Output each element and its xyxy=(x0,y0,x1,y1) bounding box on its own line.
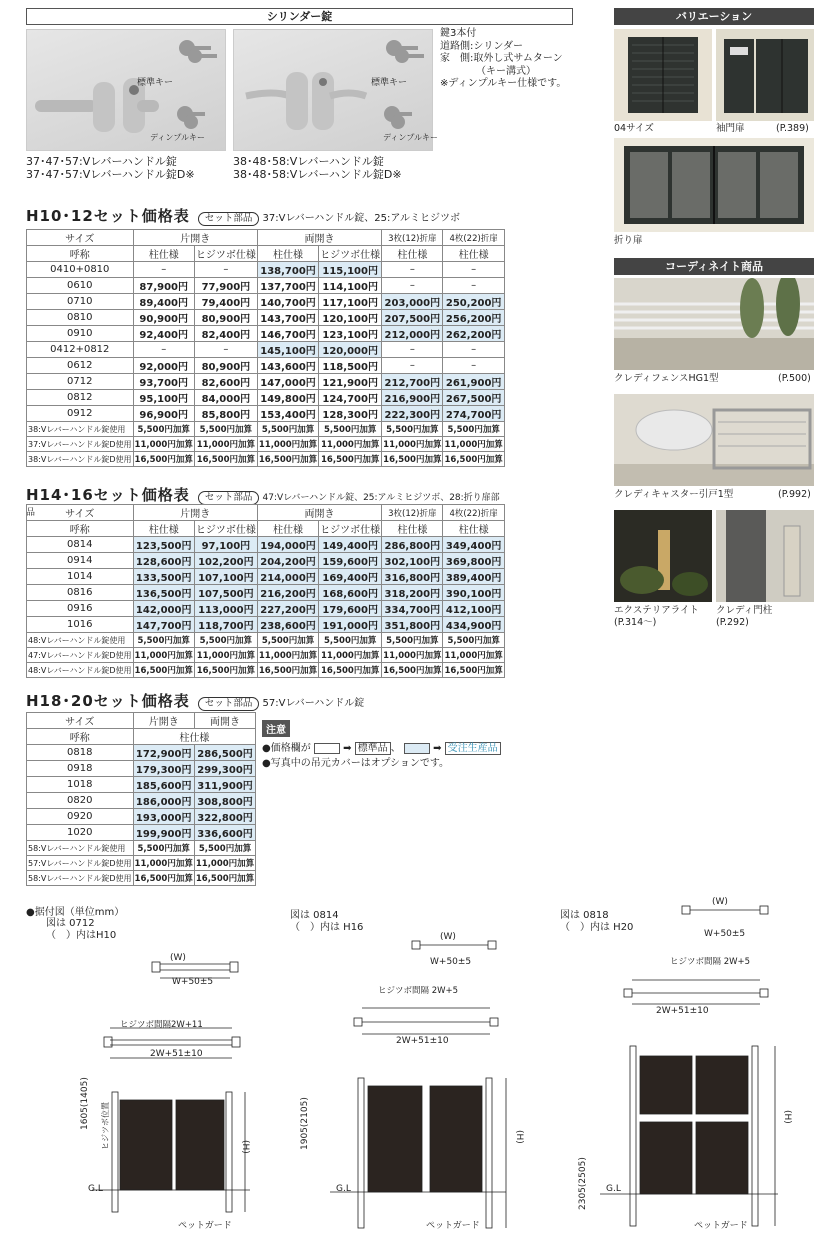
size-cell: 0412+0812 xyxy=(27,342,134,358)
price-cell: 82,400円 xyxy=(194,326,257,342)
price-cell: 261,900円 xyxy=(443,374,504,390)
size-cell: 0910 xyxy=(27,326,134,342)
price-cell: 124,700円 xyxy=(319,390,382,406)
d1-height-label: 1605(1405) xyxy=(80,1077,90,1130)
price-cell: 207,500円 xyxy=(382,310,443,326)
option-label: 37:Vレバーハンドル錠D使用 xyxy=(27,437,134,452)
price-cell: 159,600円 xyxy=(319,553,382,569)
option-price: 11,000円加算 xyxy=(257,648,318,663)
size-cell: 0920 xyxy=(27,809,134,825)
option-price: 16,500円加算 xyxy=(194,663,257,678)
size-cell: 0918 xyxy=(27,761,134,777)
price-cell: 128,600円 xyxy=(133,553,194,569)
d1-hinge-label: ヒジツボ間隔2W+11 xyxy=(120,1020,203,1030)
price-cell: 286,800円 xyxy=(382,537,443,553)
size-cell: 0410+0810 xyxy=(27,262,134,278)
d2-hinge-label: ヒジツボ間隔 2W+5 xyxy=(378,986,459,996)
price-cell: 140,700円 xyxy=(257,294,318,310)
price-cell: 334,700円 xyxy=(382,601,443,617)
price-cell: 185,600円 xyxy=(133,777,194,793)
price-cell: 87,900円 xyxy=(133,278,194,294)
price-cell: 142,000円 xyxy=(133,601,194,617)
price-cell: 128,300円 xyxy=(319,406,382,422)
price-cell: 107,100円 xyxy=(194,569,257,585)
option-price: 5,500円加算 xyxy=(382,422,443,437)
price-cell: – xyxy=(382,278,443,294)
price-cell: 149,800円 xyxy=(257,390,318,406)
price-cell: 322,800円 xyxy=(194,809,255,825)
price-cell: 299,300円 xyxy=(194,761,255,777)
option-price: 11,000円加算 xyxy=(194,856,255,871)
caption-post: クレディ門柱 (P.292) xyxy=(716,605,773,628)
price-cell: – xyxy=(133,262,194,278)
d3-gl: G.L xyxy=(606,1184,621,1194)
d2-w51-label: 2W+51±10 xyxy=(396,1036,449,1046)
option-price: 11,000円加算 xyxy=(443,648,504,663)
h18-parts-badge: セット部品 xyxy=(198,697,260,711)
h14-parts-badge: セット部品 xyxy=(198,491,260,505)
price-cell: 191,000円 xyxy=(319,617,382,633)
size-cell: 0816 xyxy=(27,585,134,601)
caption-sode: 袖門扉 xyxy=(716,123,745,134)
price-cell: 250,200円 xyxy=(443,294,504,310)
price-cell: – xyxy=(194,342,257,358)
size-cell: 0810 xyxy=(27,310,134,326)
price-cell: 92,400円 xyxy=(133,326,194,342)
d3-hinge-label: ヒジツボ間隔 2W+5 xyxy=(670,957,751,967)
size-cell: 1020 xyxy=(27,825,134,841)
price-cell: 79,400円 xyxy=(194,294,257,310)
price-cell: – xyxy=(382,342,443,358)
option-price: 16,500円加算 xyxy=(133,452,194,467)
caption-04-size: 04サイズ xyxy=(614,123,654,134)
price-cell: 267,500円 xyxy=(443,390,504,406)
price-cell: 82,600円 xyxy=(194,374,257,390)
price-cell: 204,200円 xyxy=(257,553,318,569)
size-cell: 1016 xyxy=(27,617,134,633)
d2-gl: G.L xyxy=(336,1184,351,1194)
d3-w50-label: W+50±5 xyxy=(704,929,746,939)
h10-title: H10･12セット価格表 xyxy=(26,207,190,225)
option-price: 11,000円加算 xyxy=(133,437,194,452)
option-price: 11,000円加算 xyxy=(382,437,443,452)
price-cell: 369,800円 xyxy=(443,553,504,569)
option-price: 5,500円加算 xyxy=(133,633,194,648)
price-cell: 351,800円 xyxy=(382,617,443,633)
d1-h: (H) xyxy=(240,1140,250,1154)
option-label: 48:Vレバーハンドル錠D使用 xyxy=(27,663,134,678)
price-cell: 115,100円 xyxy=(319,262,382,278)
standard-label: 標準品 xyxy=(355,742,391,755)
price-cell: 390,100円 xyxy=(443,585,504,601)
d1-w50-label: W+50±5 xyxy=(172,977,214,987)
h18-title: H18･20セット価格表 xyxy=(26,692,190,710)
price-cell: 302,100円 xyxy=(382,553,443,569)
d2-w50-label: W+50±5 xyxy=(430,957,472,967)
option-price: 16,500円加算 xyxy=(382,663,443,678)
price-cell: 147,000円 xyxy=(257,374,318,390)
size-cell: 0812 xyxy=(27,390,134,406)
variation-header: バリエーション xyxy=(614,8,814,25)
price-cell: 123,500円 xyxy=(133,537,194,553)
price-cell: 80,900円 xyxy=(194,310,257,326)
lock-caption-1: 37･47･57:Vレバーハンドル錠 37･47･57:Vレバーハンドル錠D※ xyxy=(26,155,195,181)
price-cell: 147,700円 xyxy=(133,617,194,633)
price-cell: 77,900円 xyxy=(194,278,257,294)
price-cell: 120,000円 xyxy=(319,342,382,358)
option-price: 16,500円加算 xyxy=(194,871,255,886)
option-label: 58:Vレバーハンドル錠D使用 xyxy=(27,871,134,886)
size-cell: 0612 xyxy=(27,358,134,374)
diagram-3-note: 図は 0818 （ ）内は H20 xyxy=(560,910,634,933)
price-cell: 85,800円 xyxy=(194,406,257,422)
option-price: 16,500円加算 xyxy=(133,871,194,886)
option-price: 5,500円加算 xyxy=(194,422,257,437)
price-cell: 179,600円 xyxy=(319,601,382,617)
d2-h: (H) xyxy=(514,1130,524,1144)
d3-petguard: ペットガード xyxy=(694,1221,748,1231)
option-label: 47:Vレバーハンドル錠D使用 xyxy=(27,648,134,663)
price-cell: 102,200円 xyxy=(194,553,257,569)
option-price: 5,500円加算 xyxy=(443,633,504,648)
option-price: 16,500円加算 xyxy=(257,663,318,678)
option-label: 58:Vレバーハンドル錠使用 xyxy=(27,841,134,856)
price-cell: 136,500円 xyxy=(133,585,194,601)
standard-key-label-2: 標準キー xyxy=(371,78,408,88)
d3-h: (H) xyxy=(782,1110,792,1124)
option-price: 5,500円加算 xyxy=(319,422,382,437)
price-cell: 84,000円 xyxy=(194,390,257,406)
caption-fence: クレディフェンスHG1型 xyxy=(614,373,719,384)
d3-height-label: 2305(2505) xyxy=(578,1157,588,1210)
price-cell: 193,000円 xyxy=(133,809,194,825)
price-cell: – xyxy=(443,278,504,294)
option-price: 11,000円加算 xyxy=(133,856,194,871)
price-cell: 138,700円 xyxy=(257,262,318,278)
price-cell: 93,700円 xyxy=(133,374,194,390)
option-price: 5,500円加算 xyxy=(257,633,318,648)
price-cell: 137,700円 xyxy=(257,278,318,294)
price-cell: 308,800円 xyxy=(194,793,255,809)
option-price: 5,500円加算 xyxy=(194,841,255,856)
notes-line-2: ●写真中の吊元カバーはオプションです。 xyxy=(262,758,450,769)
price-cell: 222,300円 xyxy=(382,406,443,422)
h10-price-table: サイズ 片開き 両開き 3枚(12)折扉 4枚(22)折扉 呼称 柱仕様 ヒジツボ仕様 柱仕様 ヒジツボ仕様 柱仕様 柱仕様 0410+0810 – – 138,700円 115,100円 – – 0610 87,900円 77,900円 137,700円 114,100円 – – 0710 89,400円 79,400円 140,700円 117,100円 203,000円 250,200円 0810 90,900円 80,900円 143,700円 120,100円 207,500円 256,200円 0910 92,400円 82,400円 146,700円 123,100円 212,000円 262,200円 0412+0812 – – 145,100円 120,000円 – – 0612 92,000円 80,900円 143,600円 118,500円 – – 0712 93,700円 82,600円 147,000円 121,900円 212,700円 261,900円 0812 95,100円 84,000円 149,800円 124,700円 216,900円 267,500円 0912 96,900円 85,800円 153,400円 128,300円 222,300円 274,700円 38:Vレバーハンドル錠使用 5,500円加算 5,500円加算 5,500円加算 5,500円加算 5,500円加算 5,500円加算 37:Vレバーハンドル錠D使用 11,000円加算 11,000円加算 11,000円加算 11,000円加算 11,000円加算 11,000円加算 38:Vレバーハンドル錠D使用 16,500円加算 16,500円加算 16,500円加算 16,500円加算 16,500円加算 16,500円加算 xyxy=(26,229,505,467)
option-price: 5,500円加算 xyxy=(382,633,443,648)
price-cell: – xyxy=(443,358,504,374)
price-cell: 117,100円 xyxy=(319,294,382,310)
option-label: 57:Vレバーハンドル錠D使用 xyxy=(27,856,134,871)
price-cell: 212,000円 xyxy=(382,326,443,342)
price-cell: 114,100円 xyxy=(319,278,382,294)
option-price: 5,500円加算 xyxy=(319,633,382,648)
price-cell: 311,900円 xyxy=(194,777,255,793)
size-cell: 1014 xyxy=(27,569,134,585)
option-price: 16,500円加算 xyxy=(443,452,504,467)
price-cell: 153,400円 xyxy=(257,406,318,422)
option-label: 38:Vレバーハンドル錠D使用 xyxy=(27,452,134,467)
price-cell: 118,500円 xyxy=(319,358,382,374)
price-cell: – xyxy=(194,262,257,278)
price-cell: 143,700円 xyxy=(257,310,318,326)
price-cell: 172,900円 xyxy=(133,745,194,761)
size-cell: 0710 xyxy=(27,294,134,310)
cylinder-description: 鍵3本付 道路側:シリンダー 家 側:取外し式サムターン （キー溝式） ※ディンプルキー仕様です。 xyxy=(440,28,567,89)
option-price: 16,500円加算 xyxy=(382,452,443,467)
size-cell: 0818 xyxy=(27,745,134,761)
price-cell: 92,000円 xyxy=(133,358,194,374)
option-label: 38:Vレバーハンドル錠使用 xyxy=(27,422,134,437)
price-cell: 123,100円 xyxy=(319,326,382,342)
price-cell: 149,400円 xyxy=(319,537,382,553)
price-cell: 203,000円 xyxy=(382,294,443,310)
size-cell: 0610 xyxy=(27,278,134,294)
option-price: 16,500円加算 xyxy=(319,663,382,678)
price-cell: 146,700円 xyxy=(257,326,318,342)
price-cell: – xyxy=(382,358,443,374)
price-cell: 256,200円 xyxy=(443,310,504,326)
size-cell: 0712 xyxy=(27,374,134,390)
notes-title: 注意 xyxy=(262,720,290,737)
d1-hinge-pos: ヒジツボ位置 xyxy=(101,1102,110,1150)
option-price: 5,500円加算 xyxy=(443,422,504,437)
price-cell: 274,700円 xyxy=(443,406,504,422)
price-cell: 120,100円 xyxy=(319,310,382,326)
diagram-1-note: 図は 0712 （ ）内はH10 xyxy=(46,918,117,941)
d3-w51-label: 2W+51±10 xyxy=(656,1006,709,1016)
price-cell: – xyxy=(443,342,504,358)
d2-w-label: (W) xyxy=(440,932,456,942)
price-cell: 96,900円 xyxy=(133,406,194,422)
option-price: 16,500円加算 xyxy=(257,452,318,467)
price-cell: 212,700円 xyxy=(382,374,443,390)
size-cell: 1018 xyxy=(27,777,134,793)
h18-parts-desc: 57:Vレバーハンドル錠 xyxy=(262,698,365,709)
price-cell: 169,400円 xyxy=(319,569,382,585)
h14-title: H14･16セット価格表 xyxy=(26,486,190,504)
h14-parts-desc: 47:Vレバーハンドル錠、25:アルミヒジツボ、28:折り扉部品 xyxy=(26,493,500,518)
h10-parts-badge: セット部品 xyxy=(198,212,260,226)
h18-price-table: サイズ 片開き 両開き 呼称 柱仕様 0818 172,900円 286,500円 0918 179,300円 299,300円 1018 185,600円 311,900円 0820 186,000円 308,800円 0920 193,000円 322,800円 1020 199,900円 336,600円 58:Vレバーハンドル錠使用 5,500円加算 5,500円加算 57:Vレバーハンドル錠D使用 11,000円加算 11,000円加算 58:Vレバーハンドル錠D使用 16,500円加算 16,500円加算 xyxy=(26,712,256,886)
price-cell: 318,200円 xyxy=(382,585,443,601)
caption-light: エクステリアライト (P.314～) xyxy=(614,605,699,628)
order-label: 受注生産品 xyxy=(445,742,501,755)
price-cell: 133,500円 xyxy=(133,569,194,585)
d1-gl: G.L xyxy=(88,1184,103,1194)
option-price: 11,000円加算 xyxy=(257,437,318,452)
price-cell: 121,900円 xyxy=(319,374,382,390)
price-cell: – xyxy=(382,262,443,278)
price-cell: 186,000円 xyxy=(133,793,194,809)
price-cell: 90,900円 xyxy=(133,310,194,326)
d1-w-label: (W) xyxy=(170,953,186,963)
h10-parts-desc: 37:Vレバーハンドル錠、25:アルミヒジツボ xyxy=(262,213,460,224)
option-price: 16,500円加算 xyxy=(194,452,257,467)
price-cell: 97,100円 xyxy=(194,537,257,553)
price-cell: 412,100円 xyxy=(443,601,504,617)
caption-caster-page: (P.992) xyxy=(778,489,811,500)
price-cell: 227,200円 xyxy=(257,601,318,617)
option-price: 11,000円加算 xyxy=(194,648,257,663)
price-cell: 286,500円 xyxy=(194,745,255,761)
option-price: 5,500円加算 xyxy=(133,422,194,437)
price-cell: 89,400円 xyxy=(133,294,194,310)
d1-w51-label: 2W+51±10 xyxy=(150,1049,203,1059)
option-price: 16,500円加算 xyxy=(319,452,382,467)
d2-height-label: 1905(2105) xyxy=(300,1097,310,1150)
option-price: 5,500円加算 xyxy=(133,841,194,856)
option-price: 11,000円加算 xyxy=(133,648,194,663)
price-cell: 389,400円 xyxy=(443,569,504,585)
price-cell: 145,100円 xyxy=(257,342,318,358)
price-cell: 194,000円 xyxy=(257,537,318,553)
price-cell: 143,600円 xyxy=(257,358,318,374)
lock-caption-2: 38･48･58:Vレバーハンドル錠 38･48･58:Vレバーハンドル錠D※ xyxy=(233,155,402,181)
price-cell: 238,600円 xyxy=(257,617,318,633)
option-price: 5,500円加算 xyxy=(194,633,257,648)
size-cell: 0912 xyxy=(27,406,134,422)
cylinder-title: シリンダー錠 xyxy=(26,8,573,25)
size-cell: 0916 xyxy=(27,601,134,617)
h14-price-table: サイズ 片開き 両開き 3枚(12)折扉 4枚(22)折扉 呼称 柱仕様 ヒジツボ仕様 柱仕様 ヒジツボ仕様 柱仕様 柱仕様 0814 123,500円 97,100円 194,000円 149,400円 286,800円 349,400円 0914 128,600円 102,200円 204,200円 159,600円 302,100円 369,800円 1014 133,500円 107,100円 214,000円 169,400円 316,800円 389,400円 0816 136,500円 107,500円 216,200円 168,600円 318,200円 390,100円 0916 142,000円 113,000円 227,200円 179,600円 334,700円 412,100円 1016 147,700円 118,700円 238,600円 191,000円 351,800円 434,900円 48:Vレバーハンドル錠使用 5,500円加算 5,500円加算 5,500円加算 5,500円加算 5,500円加算 5,500円加算 47:Vレバーハンドル錠D使用 11,000円加算 11,000円加算 11,000円加算 11,000円加算 11,000円加算 11,000円加算 48:Vレバーハンドル錠D使用 16,500円加算 16,500円加算 16,500円加算 16,500円加算 16,500円加算 16,500円加算 xyxy=(26,504,505,678)
dimple-key-label-2: ディンプルキー xyxy=(383,133,439,142)
price-cell: 434,900円 xyxy=(443,617,504,633)
diagram-title: ●据付図（単位mm） xyxy=(26,907,125,918)
size-cell: 0914 xyxy=(27,553,134,569)
coordinate-header: コーディネイト商品 xyxy=(614,258,814,275)
size-cell: 0814 xyxy=(27,537,134,553)
price-cell: 118,700円 xyxy=(194,617,257,633)
price-cell: 262,200円 xyxy=(443,326,504,342)
standard-key-label: 標準キー xyxy=(137,78,174,88)
d1-petguard: ペットガード xyxy=(178,1221,232,1231)
price-cell: 113,000円 xyxy=(194,601,257,617)
option-price: 16,500円加算 xyxy=(443,663,504,678)
caption-sode-page: (P.389) xyxy=(776,123,809,134)
price-cell: 80,900円 xyxy=(194,358,257,374)
price-cell: 168,600円 xyxy=(319,585,382,601)
price-cell: – xyxy=(133,342,194,358)
caption-folding: 折り扉 xyxy=(614,235,643,246)
option-price: 11,000円加算 xyxy=(382,648,443,663)
option-price: 11,000円加算 xyxy=(194,437,257,452)
option-price: 16,500円加算 xyxy=(133,663,194,678)
option-label: 48:Vレバーハンドル錠使用 xyxy=(27,633,134,648)
option-price: 11,000円加算 xyxy=(443,437,504,452)
price-cell: – xyxy=(443,262,504,278)
price-cell: 336,600円 xyxy=(194,825,255,841)
dimple-key-label: ディンプルキー xyxy=(150,133,206,142)
price-cell: 107,500円 xyxy=(194,585,257,601)
price-cell: 316,800円 xyxy=(382,569,443,585)
price-cell: 199,900円 xyxy=(133,825,194,841)
price-cell: 216,900円 xyxy=(382,390,443,406)
caption-fence-page: (P.500) xyxy=(778,373,811,384)
option-price: 5,500円加算 xyxy=(257,422,318,437)
price-cell: 179,300円 xyxy=(133,761,194,777)
d3-w-label: (W) xyxy=(712,897,728,907)
caption-caster: クレディキャスター引戸1型 xyxy=(614,489,734,500)
diagram-2-note: 図は 0814 （ ）内は H16 xyxy=(290,910,364,933)
notes-line-1: ●価格欄が ➡ 標準品 、 ➡ 受注生産品 xyxy=(262,739,501,754)
option-price: 11,000円加算 xyxy=(319,437,382,452)
price-cell: 95,100円 xyxy=(133,390,194,406)
price-cell: 214,000円 xyxy=(257,569,318,585)
option-price: 11,000円加算 xyxy=(319,648,382,663)
size-cell: 0820 xyxy=(27,793,134,809)
price-cell: 349,400円 xyxy=(443,537,504,553)
d2-petguard: ペットガード xyxy=(426,1221,480,1231)
price-cell: 216,200円 xyxy=(257,585,318,601)
